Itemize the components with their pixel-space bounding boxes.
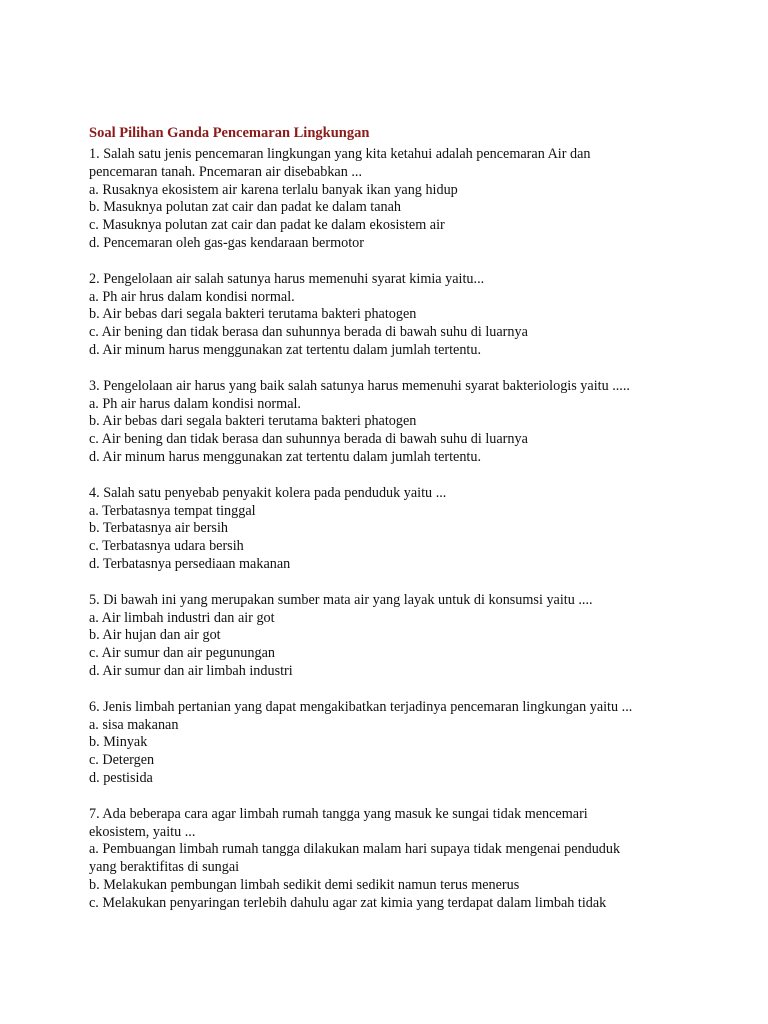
answer-option-line: c. Air bening dan tidak berasa dan suhunnya berada di bawah suhu di luarnya	[89, 431, 528, 448]
question-stem	[89, 699, 689, 717]
question-stem-line: 7. Ada beberapa cara agar limbah rumah tangga yang masuk ke sungai tidak mencemari	[89, 805, 588, 822]
question-stem-line: 2. Pengelolaan air salah satunya harus memenuhi syarat kimia yaitu...	[89, 270, 485, 287]
question-stem	[89, 806, 689, 842]
answer-option	[89, 752, 689, 770]
answer-option	[89, 520, 689, 538]
answer-option-line: b. Air bebas dari segala bakteri terutama bakteri phatogen	[89, 306, 417, 323]
answer-option	[89, 324, 689, 342]
answer-option-line: a. Air limbah industri dan air got	[89, 609, 275, 626]
question-7	[89, 806, 689, 913]
question-stem-line: 1. Salah satu jenis pencemaran lingkungan yang kita ketahui adalah pencemaran Air dan	[89, 146, 591, 162]
answer-option-line: b. Minyak	[89, 734, 148, 751]
answer-option	[89, 235, 689, 253]
question-1	[89, 146, 689, 253]
answer-option-line: b. Melakukan pembungan limbah sedikit demi sedikit namun terus menerus	[89, 876, 520, 893]
question-list	[89, 146, 689, 912]
question-stem	[89, 485, 689, 503]
question-stem-line: 6. Jenis limbah pertanian yang dapat mengakibatkan terjadinya pencemaran lingkungan yaitu ...	[89, 698, 633, 715]
question-5	[89, 592, 689, 681]
answer-option	[89, 431, 689, 449]
document-page	[89, 124, 689, 930]
answer-option-line: b. Air hujan dan air got	[89, 627, 221, 644]
question-2	[89, 271, 689, 360]
answer-option-line: d. pestisida	[89, 769, 153, 786]
question-stem-line: ekosistem, yaitu ...	[89, 823, 196, 840]
answer-option	[89, 717, 689, 735]
answer-option-line: a. Pembuangan limbah rumah tangga dilakukan malam hari supaya tidak mengenai penduduk	[89, 841, 621, 858]
answer-option-line: a. Ph air hrus dalam kondisi normal.	[89, 288, 295, 305]
question-stem	[89, 146, 689, 182]
answer-option-line: b. Masuknya polutan zat cair dan padat ke dalam tanah	[89, 199, 402, 216]
answer-option	[89, 217, 689, 235]
question-3	[89, 378, 689, 467]
answer-option	[89, 841, 689, 877]
question-4	[89, 485, 689, 574]
answer-option	[89, 627, 689, 645]
answer-option	[89, 342, 689, 360]
answer-option-line: c. Detergen	[89, 752, 155, 769]
answer-option-line: d. Air sumur dan air limbah industri	[89, 662, 293, 679]
answer-option-line: c. Terbatasnya udara bersih	[89, 538, 244, 555]
answer-option-line: d. Terbatasnya persediaan makanan	[89, 555, 291, 572]
question-6	[89, 699, 689, 788]
answer-option-line: c. Melakukan penyaringan terlebih dahulu agar zat kimia yang terdapat dalam limbah tidak	[89, 894, 607, 911]
answer-option	[89, 645, 689, 663]
answer-option	[89, 289, 689, 307]
answer-option-line: d. Air minum harus menggunakan zat tertentu dalam jumlah tertentu.	[89, 341, 482, 358]
answer-option	[89, 663, 689, 681]
answer-option	[89, 877, 689, 895]
question-stem	[89, 271, 689, 289]
answer-option-line: c. Masuknya polutan zat cair dan padat ke dalam ekosistem air	[89, 217, 445, 234]
answer-option-line: a. Ph air harus dalam kondisi normal.	[89, 395, 301, 412]
document-title: Soal Pilihan Ganda Pencemaran Lingkungan	[89, 125, 370, 141]
answer-option-line: a. Terbatasnya tempat tinggal	[89, 502, 256, 519]
question-stem	[89, 378, 689, 396]
answer-option	[89, 556, 689, 574]
answer-option	[89, 449, 689, 467]
answer-option	[89, 199, 689, 217]
answer-option	[89, 306, 689, 324]
answer-option-line: d. Pencemaran oleh gas-gas kendaraan bermotor	[89, 234, 364, 251]
answer-option	[89, 610, 689, 628]
answer-option	[89, 770, 689, 788]
answer-option-line: yang beraktifitas di sungai	[89, 859, 240, 876]
answer-option-line: b. Terbatasnya air bersih	[89, 520, 228, 537]
question-stem-line: 4. Salah satu penyebab penyakit kolera pada penduduk yaitu ...	[89, 484, 447, 501]
answer-option	[89, 182, 689, 200]
answer-option-line: b. Air bebas dari segala bakteri terutama bakteri phatogen	[89, 413, 417, 430]
question-stem-line: 5. Di bawah ini yang merupakan sumber mata air yang layak untuk di konsumsi yaitu ....	[89, 591, 593, 608]
answer-option	[89, 396, 689, 414]
question-stem	[89, 592, 689, 610]
answer-option	[89, 413, 689, 431]
answer-option	[89, 734, 689, 752]
answer-option-line: c. Air bening dan tidak berasa dan suhunnya berada di bawah suhu di luarnya	[89, 324, 528, 341]
answer-option	[89, 895, 689, 913]
answer-option-line: a. sisa makanan	[89, 716, 179, 733]
answer-option-line: c. Air sumur dan air pegunungan	[89, 645, 275, 662]
answer-option-line: a. Rusaknya ekosistem air karena terlalu banyak ikan yang hidup	[89, 181, 458, 198]
answer-option	[89, 503, 689, 521]
question-stem-line: pencemaran tanah. Pncemaran air disebabkan ...	[89, 163, 362, 180]
answer-option-line: d. Air minum harus menggunakan zat tertentu dalam jumlah tertentu.	[89, 448, 482, 465]
answer-option	[89, 538, 689, 556]
question-stem-line: 3. Pengelolaan air harus yang baik salah satunya harus memenuhi syarat bakteriologis yaitu .....	[89, 377, 630, 394]
